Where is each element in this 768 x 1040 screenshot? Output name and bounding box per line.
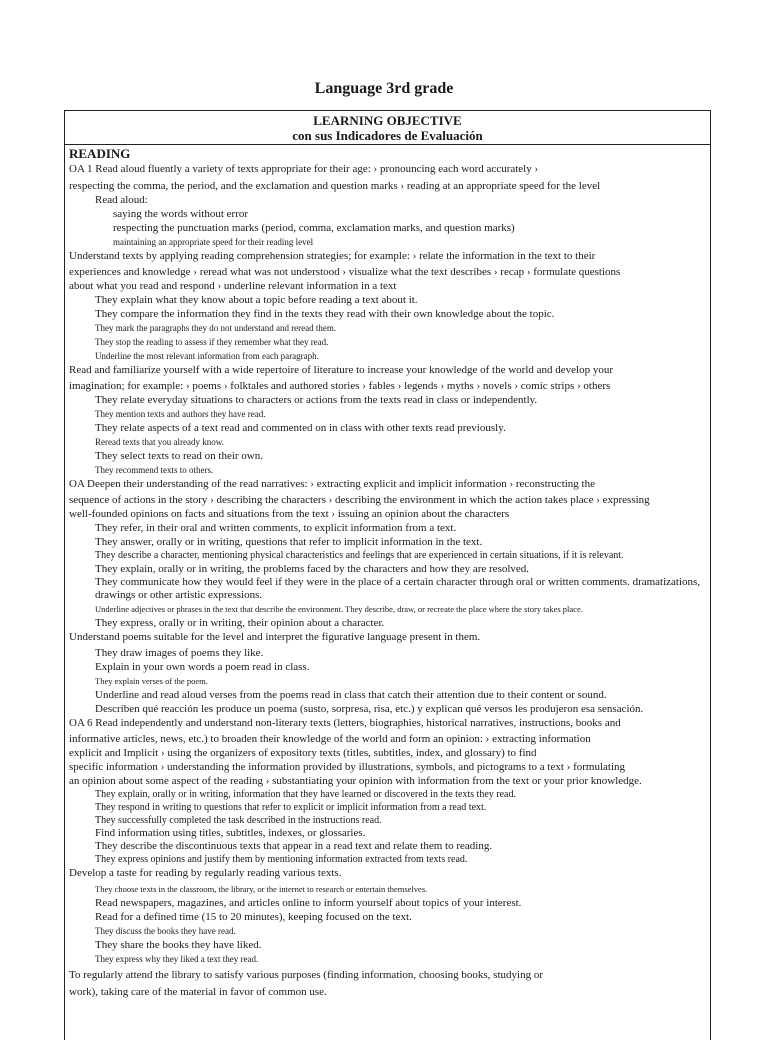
list-item-text: They answer, orally or in writing, questions that refer to implicit information in the text. — [95, 536, 483, 548]
list-item — [69, 407, 706, 421]
list-item — [69, 321, 706, 335]
list-item-text: They recommend texts to others. — [95, 465, 214, 475]
list-item-text: They explain what they know about a topic before reading a text about it. — [95, 294, 418, 306]
oa6-line: explicit and Implicit › using the organizers of expository texts (titles, subtitles, index, and glossary) to find — [69, 747, 537, 759]
list-item — [69, 952, 706, 966]
list-item — [69, 602, 706, 616]
list-item-text: They describe the discontinuous texts that appear in a read text and relate them to reading. — [95, 840, 493, 852]
list-item — [69, 840, 706, 853]
list-item-text: Find information using titles, subtitles, indexes, or glossaries. — [95, 827, 366, 839]
oa6-line: an opinion about some aspect of the reading › substantiating your opinion with information from the text or your prior knowledge. — [69, 775, 642, 787]
table-content — [65, 145, 710, 999]
list-item — [69, 814, 706, 827]
list-item — [69, 924, 706, 938]
list-item-text: Describen qué reacción les produce un poema (susto, sorpresa, risa, etc.) y explican qué versos les produjeron esa sensación. — [95, 703, 644, 715]
oa5-line: Understand poems suitable for the level and interpret the figurative language present in them. — [69, 631, 481, 643]
oa8-line: To regularly attend the library to satisfy various purposes (finding information, choosing books, studying or — [69, 969, 543, 981]
list-item — [69, 882, 706, 896]
list-item — [69, 207, 706, 221]
list-item — [69, 674, 706, 688]
list-item — [69, 549, 706, 562]
oa2-line: Understand texts by applying reading comprehension strategies; for example: › relate the information in the text to their — [69, 250, 596, 262]
oa6-line: specific information › understanding the information provided by illustrations, symbols, and pictograms to a text › formulating — [69, 761, 625, 773]
list-item — [69, 349, 706, 363]
list-item — [69, 193, 706, 207]
list-item — [69, 801, 706, 814]
list-item — [69, 335, 706, 349]
oa4-line: OA Deepen their understanding of the read narratives: › extracting explicit and implicit information › reconstructing the — [69, 478, 595, 490]
list-item-text: They express why they liked a text they read. — [95, 954, 259, 964]
oa6-line: informative articles, news, etc.) to broaden their knowledge of the world and form an opinion: › extracting information — [69, 733, 591, 745]
oa3-line: imagination; for example: › poems › folktales and authored stories › fables › legends › myths › novels › comic strips › others — [69, 380, 611, 392]
list-item-text: saying the words without error — [113, 208, 249, 220]
list-item — [69, 562, 706, 576]
list-item-text: They share the books they have liked. — [95, 939, 262, 951]
list-item-text: They explain verses of the poem. — [95, 676, 208, 686]
oa8-line: work), taking care of the material in favor of common use. — [69, 986, 327, 998]
table-header — [65, 111, 710, 145]
list-item — [69, 435, 706, 449]
list-item-text: They choose texts in the classroom, the library, or the internet to research or entertain themselves. — [95, 884, 428, 894]
list-item — [69, 896, 706, 910]
list-item — [69, 293, 706, 307]
list-item-text: They communicate how they would feel if they were in the place of a certain character through oral or written comments. dramatizations, drawings or other artistic expressions. — [95, 576, 701, 601]
list-item-text: Underline the most relevant information from each paragraph. — [95, 351, 319, 361]
list-item-text: They refer, in their oral and written comments, to explicit information from a text. — [95, 522, 457, 534]
oa6-line: OA 6 Read independently and understand non-literary texts (letters, biographies, historical narratives, instructions, books and — [69, 717, 621, 729]
list-item-text: They relate everyday situations to characters or actions from the texts read in class or independently. — [95, 394, 538, 406]
list-item — [69, 853, 706, 866]
list-item — [69, 702, 706, 716]
list-item — [69, 235, 706, 249]
oa4-line: sequence of actions in the story › describing the characters › describing the environment in which the action takes place › expressing — [69, 494, 650, 506]
list-item-text: Read newspapers, magazines, and articles online to inform yourself about topics of your interest. — [95, 897, 522, 909]
list-item-text: They express opinions and justify them by mentioning information extracted from texts read. — [95, 854, 468, 865]
list-item — [69, 788, 706, 801]
header-indicators: con sus Indicadores de Evaluación — [292, 128, 483, 143]
list-item-text: They mention texts and authors they have read. — [95, 409, 266, 419]
list-item-text: Reread texts that you already know. — [95, 437, 224, 447]
section-heading: READING — [69, 146, 131, 161]
list-item-text: maintaining an appropriate speed for their reading level — [113, 237, 314, 247]
list-item-text: respecting the punctuation marks (period, comma, exclamation marks, and question marks) — [113, 222, 515, 234]
list-item-text: They relate aspects of a text read and commented on in class with other texts read previously. — [95, 422, 506, 434]
list-item — [69, 827, 706, 840]
list-item-text: Explain in your own words a poem read in class. — [95, 661, 310, 673]
header-learning-objective: LEARNING OBJECTIVE — [313, 113, 462, 128]
list-item — [69, 576, 706, 602]
list-item-text: They mark the paragraphs they do not understand and reread them. — [95, 323, 337, 333]
list-item-text: Underline adjectives or phrases in the text that describe the environment. They describe, draw, or recreate the place where the story takes place. — [95, 604, 583, 614]
list-item-text: They discuss the books they have read. — [95, 926, 236, 936]
oa2-line: experiences and knowledge › reread what was not understood › visualize what the text describes › recap › formulate questions — [69, 266, 621, 278]
list-item-text: They draw images of poems they like. — [95, 647, 264, 659]
list-item-text: They stop the reading to assess if they remember what they read. — [95, 337, 329, 347]
list-item — [69, 688, 706, 702]
list-item-text: They describe a character, mentioning physical characteristics and feelings that are experienced in certain situations, if it is relevant. — [95, 550, 624, 561]
oa1-line: OA 1 Read aloud fluently a variety of texts appropriate for their age: › pronouncing each word accurately › — [69, 163, 539, 175]
list-item-text: They express, orally or in writing, their opinion about a character. — [95, 617, 385, 629]
list-item-text: They successfully completed the task described in the instructions read. — [95, 815, 382, 826]
list-item-text: They respond in writing to questions that refer to explicit or implicit information from a read text. — [95, 802, 487, 813]
list-item-text: They compare the information they find in the texts they read with their own knowledge about the topic. — [95, 308, 555, 320]
list-item-text: They explain, orally or in writing, information that they have learned or discovered in the texts they read. — [95, 789, 516, 800]
oa4-line: well-founded opinions on facts and situations from the text › issuing an opinion about the characters — [69, 508, 510, 520]
objectives-table — [64, 110, 711, 1040]
list-item-text: Read aloud: — [95, 194, 148, 206]
list-item — [69, 616, 706, 630]
oa1-line: respecting the comma, the period, and the exclamation and question marks › reading at an appropriate speed for the level — [69, 180, 601, 192]
oa3-line: Read and familiarize yourself with a wide repertoire of literature to increase your knowledge of the world and develop your — [69, 364, 613, 376]
list-item — [69, 221, 706, 235]
list-item — [69, 646, 706, 660]
list-item — [69, 938, 706, 952]
list-item-text: They select texts to read on their own. — [95, 450, 264, 462]
list-item — [69, 660, 706, 674]
list-item-text: Underline and read aloud verses from the poems read in class that catch their attention due to their content or sound. — [95, 689, 607, 701]
oa7-line: Develop a taste for reading by regularly reading various texts. — [69, 867, 342, 879]
list-item — [69, 535, 706, 549]
oa2-line: about what you read and respond › underline relevant information in a text — [69, 280, 397, 292]
list-item — [69, 421, 706, 435]
list-item-text: Read for a defined time (15 to 20 minutes), keeping focused on the text. — [95, 911, 412, 923]
list-item — [69, 393, 706, 407]
list-item — [69, 463, 706, 477]
list-item — [69, 449, 706, 463]
page-title: Language 3rd grade — [314, 80, 454, 97]
list-item-text: They explain, orally or in writing, the problems faced by the characters and how they are resolved. — [95, 563, 530, 575]
list-item — [69, 521, 706, 535]
list-item — [69, 307, 706, 321]
list-item — [69, 910, 706, 924]
